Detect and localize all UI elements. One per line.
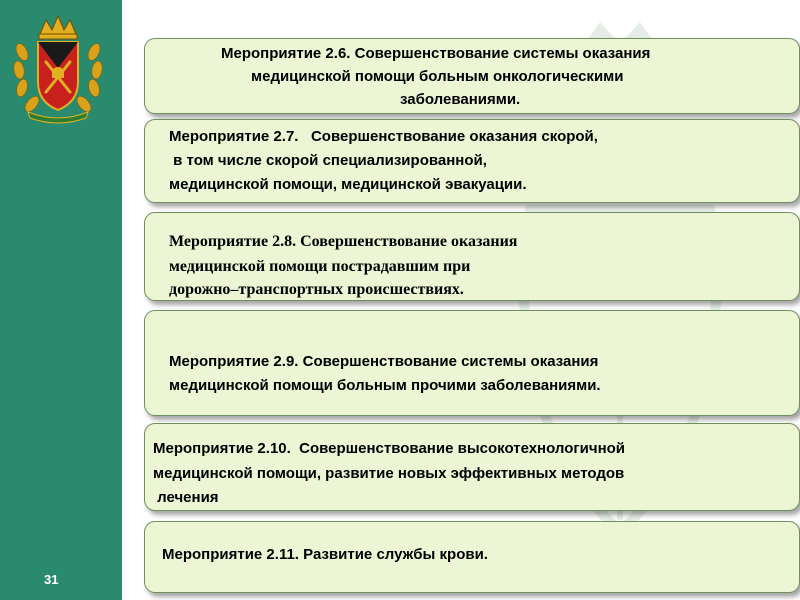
item-line: медицинской помощи пострадавшим при [169, 258, 471, 275]
item-line: Мероприятие 2.6. Совершенствование системы оказания [221, 45, 651, 62]
item-line: в том числе скорой специализированной, [169, 152, 487, 169]
item-card-2-9 [144, 310, 800, 416]
item-line: Мероприятие 2.10. Совершенствование высокотехнологичной [153, 440, 626, 457]
item-card-2-8 [144, 212, 800, 301]
item-card-2-11 [144, 521, 800, 593]
item-line: медицинской помощи больным онкологическими [251, 68, 624, 85]
item-line: медицинской помощи, развитие новых эффективных методов [153, 465, 625, 482]
item-line: Мероприятие 2.8. Совершенствование оказания [169, 233, 518, 250]
item-line: медицинской помощи больным прочими заболеваниями. [169, 377, 601, 394]
item-line: Мероприятие 2.9. Совершенствование системы оказания [169, 353, 599, 370]
item-line: Мероприятие 2.11. Развитие службы крови. [162, 546, 488, 563]
item-line: дорожно–транспортных происшествиях. [169, 281, 464, 298]
item-line: заболеваниями. [400, 91, 521, 108]
item-card-2-6 [144, 38, 800, 114]
item-card-2-10 [144, 423, 800, 511]
item-line: Мероприятие 2.7. Совершенствование оказания скорой, [169, 128, 598, 145]
coat-of-arms-emblem [8, 12, 108, 124]
page-number: 31 [44, 572, 59, 587]
sidebar-divider [122, 0, 130, 600]
item-line: медицинской помощи, медицинской эвакуации. [169, 176, 527, 193]
sidebar [0, 0, 122, 600]
item-line: лечения [153, 489, 219, 506]
item-card-2-7 [144, 119, 800, 203]
